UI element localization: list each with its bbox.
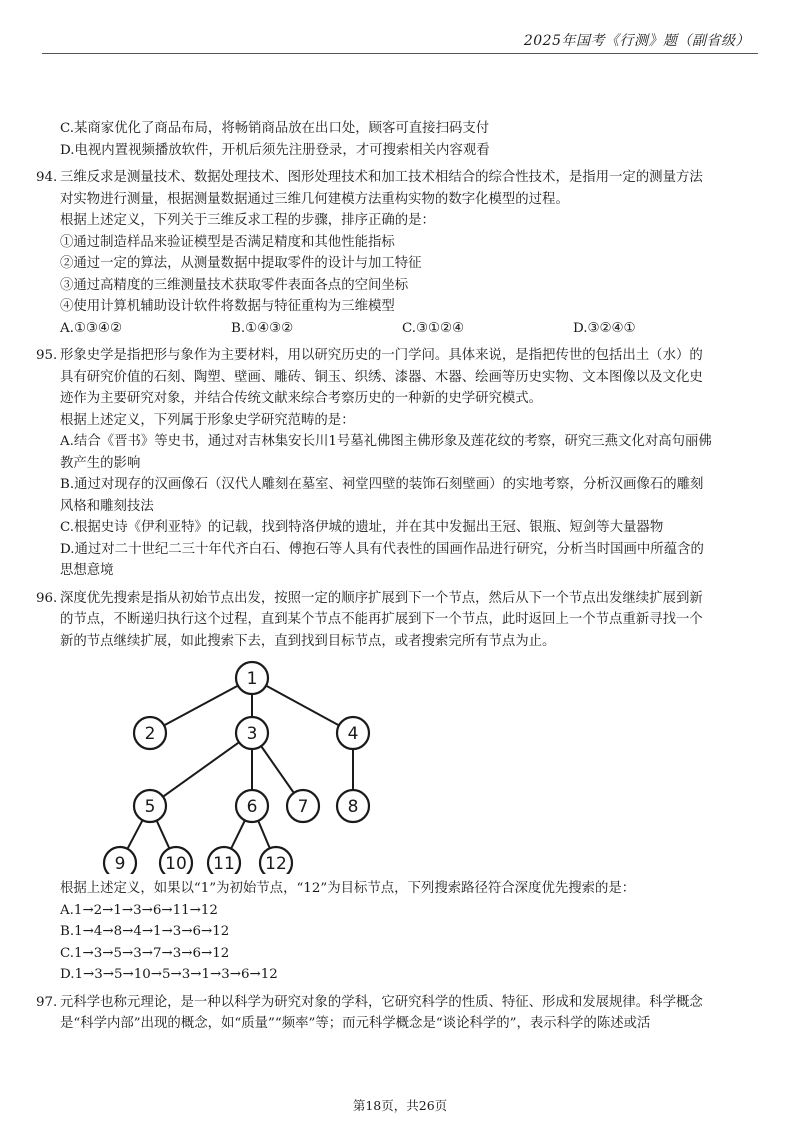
q95-definition: 95. 形象史学是指把形与象作为主要材料，用以研究历史的一门学问。具体来说，是指把传世的包括出土（水）的 <box>36 345 756 367</box>
page-number: 第18页，共26页 <box>352 1098 448 1113</box>
q95-option-a: A.结合《晋书》等史书，通过对吉林集安长川1号墓礼佛图主佛形象及莲花纹的考察，研究三燕文化对高句丽佛 <box>60 434 712 449</box>
tree-node-8 <box>337 790 369 822</box>
q96-definition-cont: 的节点，不断递归执行这个过程，直到某个节点不能再扩展到下一个节点，此时返回上一个节点重新寻找一个 <box>60 612 703 627</box>
tree-node-label: 11 <box>213 854 235 874</box>
search-tree-diagram <box>66 656 396 874</box>
tree-edge-6-12 <box>258 821 270 849</box>
q95-option-b: B.通过对现存的汉画像石（汉代人雕刻在墓室、祠堂四壁的装饰石刻壁画）的实地考察，分析汉画像石的雕刻 <box>60 477 704 492</box>
tree-node-12 <box>260 847 292 874</box>
q95-question: 根据上述定义，下列属于形象史学研究范畴的是： <box>60 412 355 428</box>
q95-definition-cont: 迹作为主要研究对象，并结合传统文献来综合考察历史的一种新的史学研究模式。 <box>60 391 543 406</box>
q96-question: 根据上述定义，如果以“1”为初始节点，“12”为目标节点，下列搜索路径符合深度优先搜索的是： <box>60 881 636 896</box>
q94-step: ①通过制造样品来验证模型是否满足精度和其他性能指标 <box>60 234 395 250</box>
tree-node-7 <box>287 790 319 822</box>
prev-option-d: D.电视内置视频播放软件，开机后须先注册登录，才可搜索相关内容观看 <box>60 142 490 158</box>
q94-definition: 94. 三维反求是测量技术、数据处理技术、图形处理技术和加工技术相结合的综合性技术，是指用一定的测量方法 <box>36 167 756 189</box>
q96-number: 96. <box>36 590 58 606</box>
tree-edge-1-4 <box>266 686 339 726</box>
q95-option-d: D.通过对二十世纪二三十年代齐白石、傅抱石等人具有代表性的国画作品进行研究，分析当时国画中所蕴含的 <box>60 541 704 557</box>
tree-node-11 <box>208 847 240 874</box>
tree-node-6 <box>236 790 268 822</box>
page-header-title: 2025年国考《行测》题（副省级） <box>523 33 750 49</box>
q96-option-d: D.1→3→5→10→5→3→1→3→6→12 <box>60 967 278 982</box>
q94-options <box>36 318 756 340</box>
tree-node-label: 3 <box>246 724 258 744</box>
q95-option-d-cont: 思想意境 <box>60 563 114 578</box>
tree-node-label: 6 <box>246 797 258 817</box>
tree-node-label: 5 <box>144 797 156 817</box>
tree-edge-5-9 <box>127 820 142 849</box>
tree-edge-6-11 <box>231 820 245 848</box>
q95-option-c: C.根据史诗《伊利亚特》的记载，找到特洛伊城的遗址，并在其中发掘出王冠、银瓶、短剑等大量器物 <box>60 520 664 535</box>
tree-edge-3-5 <box>163 742 239 796</box>
q95-option-b-cont: 风格和雕刻技法 <box>60 498 154 514</box>
tree-node-label: 9 <box>114 854 126 874</box>
q94-number: 94. <box>36 170 58 185</box>
q96-option-a: A.1→2→1→3→6→11→12 <box>60 902 218 918</box>
tree-node-label: 10 <box>165 854 187 874</box>
q94-question: 根据上述定义，下列关于三维反求工程的步骤，排序正确的是： <box>60 213 435 228</box>
tree-node-label: 1 <box>246 669 258 689</box>
tree-node-1 <box>236 662 268 694</box>
tree-node-9 <box>104 847 136 874</box>
prev-option-c: C.某商家优化了商品布局，将畅销商品放在出口处，顾客可直接扫码支付 <box>60 121 490 136</box>
q95-option-a-cont: 教产生的影响 <box>60 455 141 471</box>
tree-node-label: 12 <box>265 854 287 874</box>
q97-definition-cont: 是“科学内部”出现的概念，如“质量”“频率”等；而元科学概念是“谈论科学的”，表示科学的陈述或活 <box>60 1016 651 1031</box>
q94-step: ②通过一定的算法，从测量数据中提取零件的设计与加工特征 <box>60 256 422 271</box>
header-rule <box>42 53 758 54</box>
tree-node-label: 4 <box>347 724 359 744</box>
q94-option-a: A.①③④② <box>60 320 122 336</box>
tree-node-label: 8 <box>347 797 359 817</box>
tree-edge-1-2 <box>164 686 238 726</box>
q94-step: ③通过高精度的三维测量技术获取零件表面各点的空间坐标 <box>60 277 409 293</box>
q94-option-d: D.③②④① <box>573 320 636 336</box>
q97-number: 97. <box>36 994 58 1010</box>
q94-option-b: B.①④③② <box>231 320 294 336</box>
tree-node-5 <box>134 790 166 822</box>
q94-step: ④使用计算机辅助设计软件将数据与特征重构为三维模型 <box>60 299 395 314</box>
q95-definition-cont: 具有研究价值的石刻、陶塑、壁画、雕砖、铜玉、织绣、漆器、木器、绘画等历史实物、文本图像以及文化史 <box>60 369 703 385</box>
q95-number: 95. <box>36 348 58 363</box>
q96-option-b: B.1→4→8→4→1→3→6→12 <box>60 924 230 939</box>
tree-edge-3-7 <box>261 746 294 793</box>
tree-node-10 <box>160 847 192 874</box>
tree-node-label: 7 <box>297 797 309 817</box>
tree-node-label: 2 <box>144 724 156 744</box>
q94-option-c: C.③①②④ <box>402 320 465 336</box>
q96-definition-cont: 新的节点继续扩展，如此搜索下去，直到找到目标节点，或者搜索完所有节点为止。 <box>60 633 556 649</box>
page-content <box>36 118 756 1035</box>
tree-node-2 <box>134 717 166 749</box>
q97-definition: 97. 元科学也称元理论，是一种以科学为研究对象的学科，它研究科学的性质、特征、形成和发展规律。科学概念 <box>36 992 756 1014</box>
tree-node-4 <box>337 717 369 749</box>
tree-node-3 <box>236 717 268 749</box>
tree-edge-5-10 <box>157 821 170 849</box>
q96-option-c: C.1→3→5→3→7→3→6→12 <box>60 945 230 961</box>
q94-definition-cont: 对实物进行测量，根据测量数据通过三维几何建模方法重构实物的数字化模型的过程。 <box>60 191 569 207</box>
q96-definition: 96. 深度优先搜索是指从初始节点出发，按照一定的顺序扩展到下一个节点，然后从下一个节点出发继续扩展到新 <box>36 588 756 610</box>
